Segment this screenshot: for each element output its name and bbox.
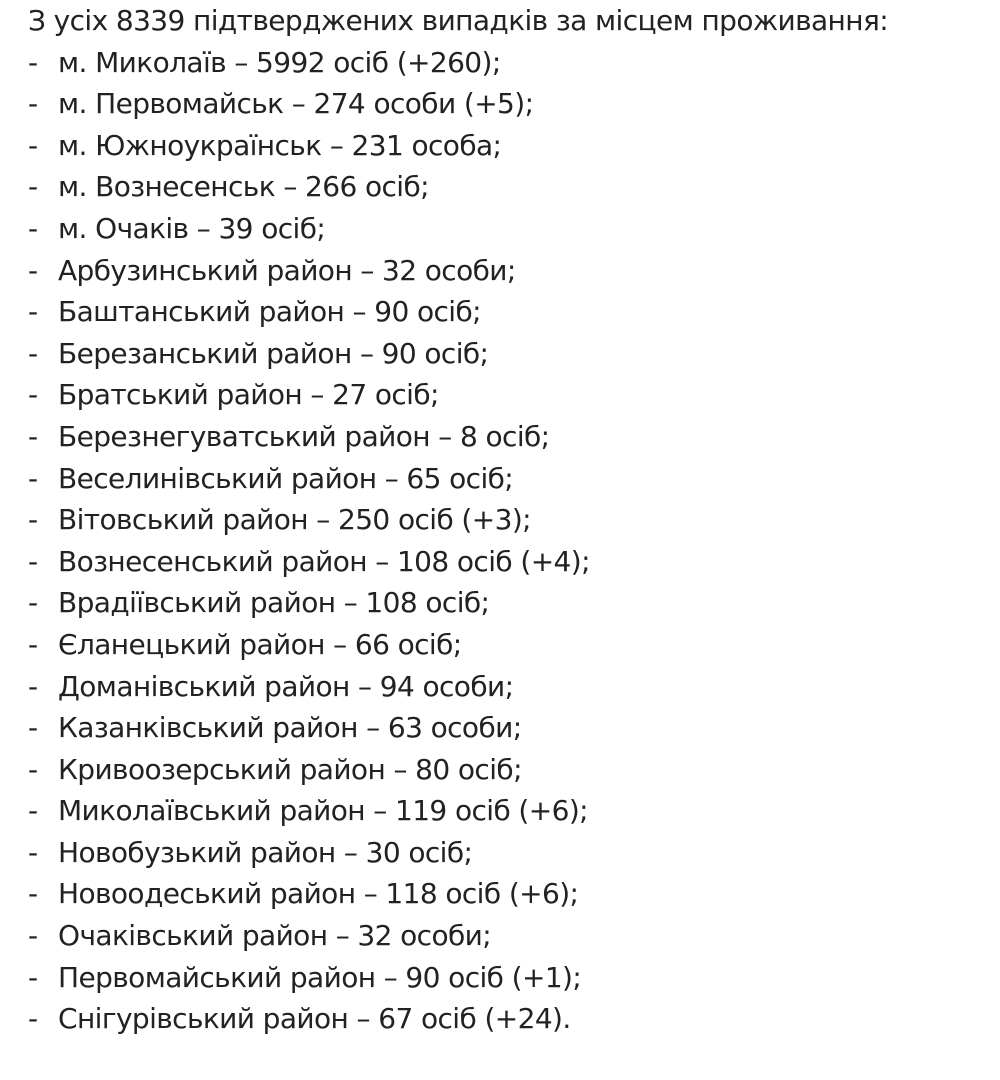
list-item — [28, 749, 988, 791]
list-item-text: Кривоозерський район – 80 осіб; — [58, 752, 522, 786]
bullet-dash: - — [28, 877, 38, 911]
list-item — [28, 416, 988, 458]
list-item — [28, 790, 988, 832]
list-item-text: Вітовський район – 250 осіб (+3); — [58, 503, 531, 537]
bullet-dash: - — [28, 919, 38, 953]
bullet-dash: - — [28, 211, 38, 245]
bullet-dash: - — [28, 419, 38, 453]
list-item-text: Вознесенський район – 108 осіб (+4); — [58, 544, 590, 578]
bullet-dash: - — [28, 336, 38, 370]
list-item — [28, 873, 988, 915]
list-item — [28, 582, 988, 624]
list-item — [28, 166, 988, 208]
list-item-text: Веселинівський район – 65 осіб; — [58, 461, 514, 495]
bullet-dash: - — [28, 253, 38, 287]
bullet-dash: - — [28, 711, 38, 745]
bullet-dash: - — [28, 378, 38, 412]
list-item — [28, 125, 988, 167]
list-item — [28, 208, 988, 250]
bullet-dash: - — [28, 128, 38, 162]
list-item-text: Братський район – 27 осіб; — [58, 378, 439, 412]
bullet-dash: - — [28, 960, 38, 994]
list-item-text: м. Очаків – 39 осіб; — [58, 211, 326, 245]
list-item — [28, 374, 988, 416]
list-item-text: Новобузький район – 30 осіб; — [58, 835, 473, 869]
list-item-text: Миколаївський район – 119 осіб (+6); — [58, 794, 588, 828]
list-item — [28, 998, 988, 1040]
bullet-dash: - — [28, 794, 38, 828]
list-item-text: Доманівський район – 94 особи; — [58, 669, 514, 703]
list-item-text: Снігурівський район – 67 осіб (+24). — [58, 1002, 571, 1036]
list-item-text: м. Первомайськ – 274 особи (+5); — [58, 87, 534, 121]
list-item-text: Березнегуватський район – 8 осіб; — [58, 419, 550, 453]
list-item-text: Казанківський район – 63 особи; — [58, 711, 522, 745]
bullet-dash: - — [28, 87, 38, 121]
bullet-dash: - — [28, 1002, 38, 1036]
bullet-dash: - — [28, 669, 38, 703]
list-item-text: Первомайський район – 90 осіб (+1); — [58, 960, 582, 994]
bullet-dash: - — [28, 627, 38, 661]
list-item — [28, 499, 988, 541]
bullet-dash: - — [28, 170, 38, 204]
list-item — [28, 666, 988, 708]
list-item — [28, 333, 988, 375]
bullet-dash: - — [28, 45, 38, 79]
list-item-text: Очаківський район – 32 особи; — [58, 919, 492, 953]
intro-text: З усіх 8339 підтверджених випадків за місцем проживання: — [28, 4, 889, 37]
residence-list — [28, 42, 988, 1040]
list-item — [28, 707, 988, 749]
list-item-text: Арбузинський район – 32 особи; — [58, 253, 516, 287]
list-item — [28, 624, 988, 666]
list-item-text: м. Миколаїв – 5992 осіб (+260); — [58, 45, 501, 79]
list-item-text: Врадіївський район – 108 осіб; — [58, 586, 490, 620]
list-item — [28, 541, 988, 583]
bullet-dash: - — [28, 503, 38, 537]
bullet-dash: - — [28, 295, 38, 329]
list-item — [28, 83, 988, 125]
bullet-dash: - — [28, 752, 38, 786]
list-item — [28, 832, 988, 874]
list-item-text: м. Вознесенськ – 266 осіб; — [58, 170, 429, 204]
bullet-dash: - — [28, 461, 38, 495]
list-item — [28, 250, 988, 292]
list-item — [28, 957, 988, 999]
list-item — [28, 291, 988, 333]
list-item — [28, 458, 988, 500]
bullet-dash: - — [28, 544, 38, 578]
document-body — [28, 0, 988, 1040]
list-item-text: Баштанський район – 90 осіб; — [58, 295, 481, 329]
list-item-text: м. Южноукраїнськ – 231 особа; — [58, 128, 502, 162]
list-item — [28, 42, 988, 84]
list-item-text: Єланецький район – 66 осіб; — [58, 627, 462, 661]
list-item-text: Березанський район – 90 осіб; — [58, 336, 489, 370]
list-item — [28, 915, 988, 957]
bullet-dash: - — [28, 586, 38, 620]
bullet-dash: - — [28, 835, 38, 869]
list-item-text: Новоодеський район – 118 осіб (+6); — [58, 877, 579, 911]
